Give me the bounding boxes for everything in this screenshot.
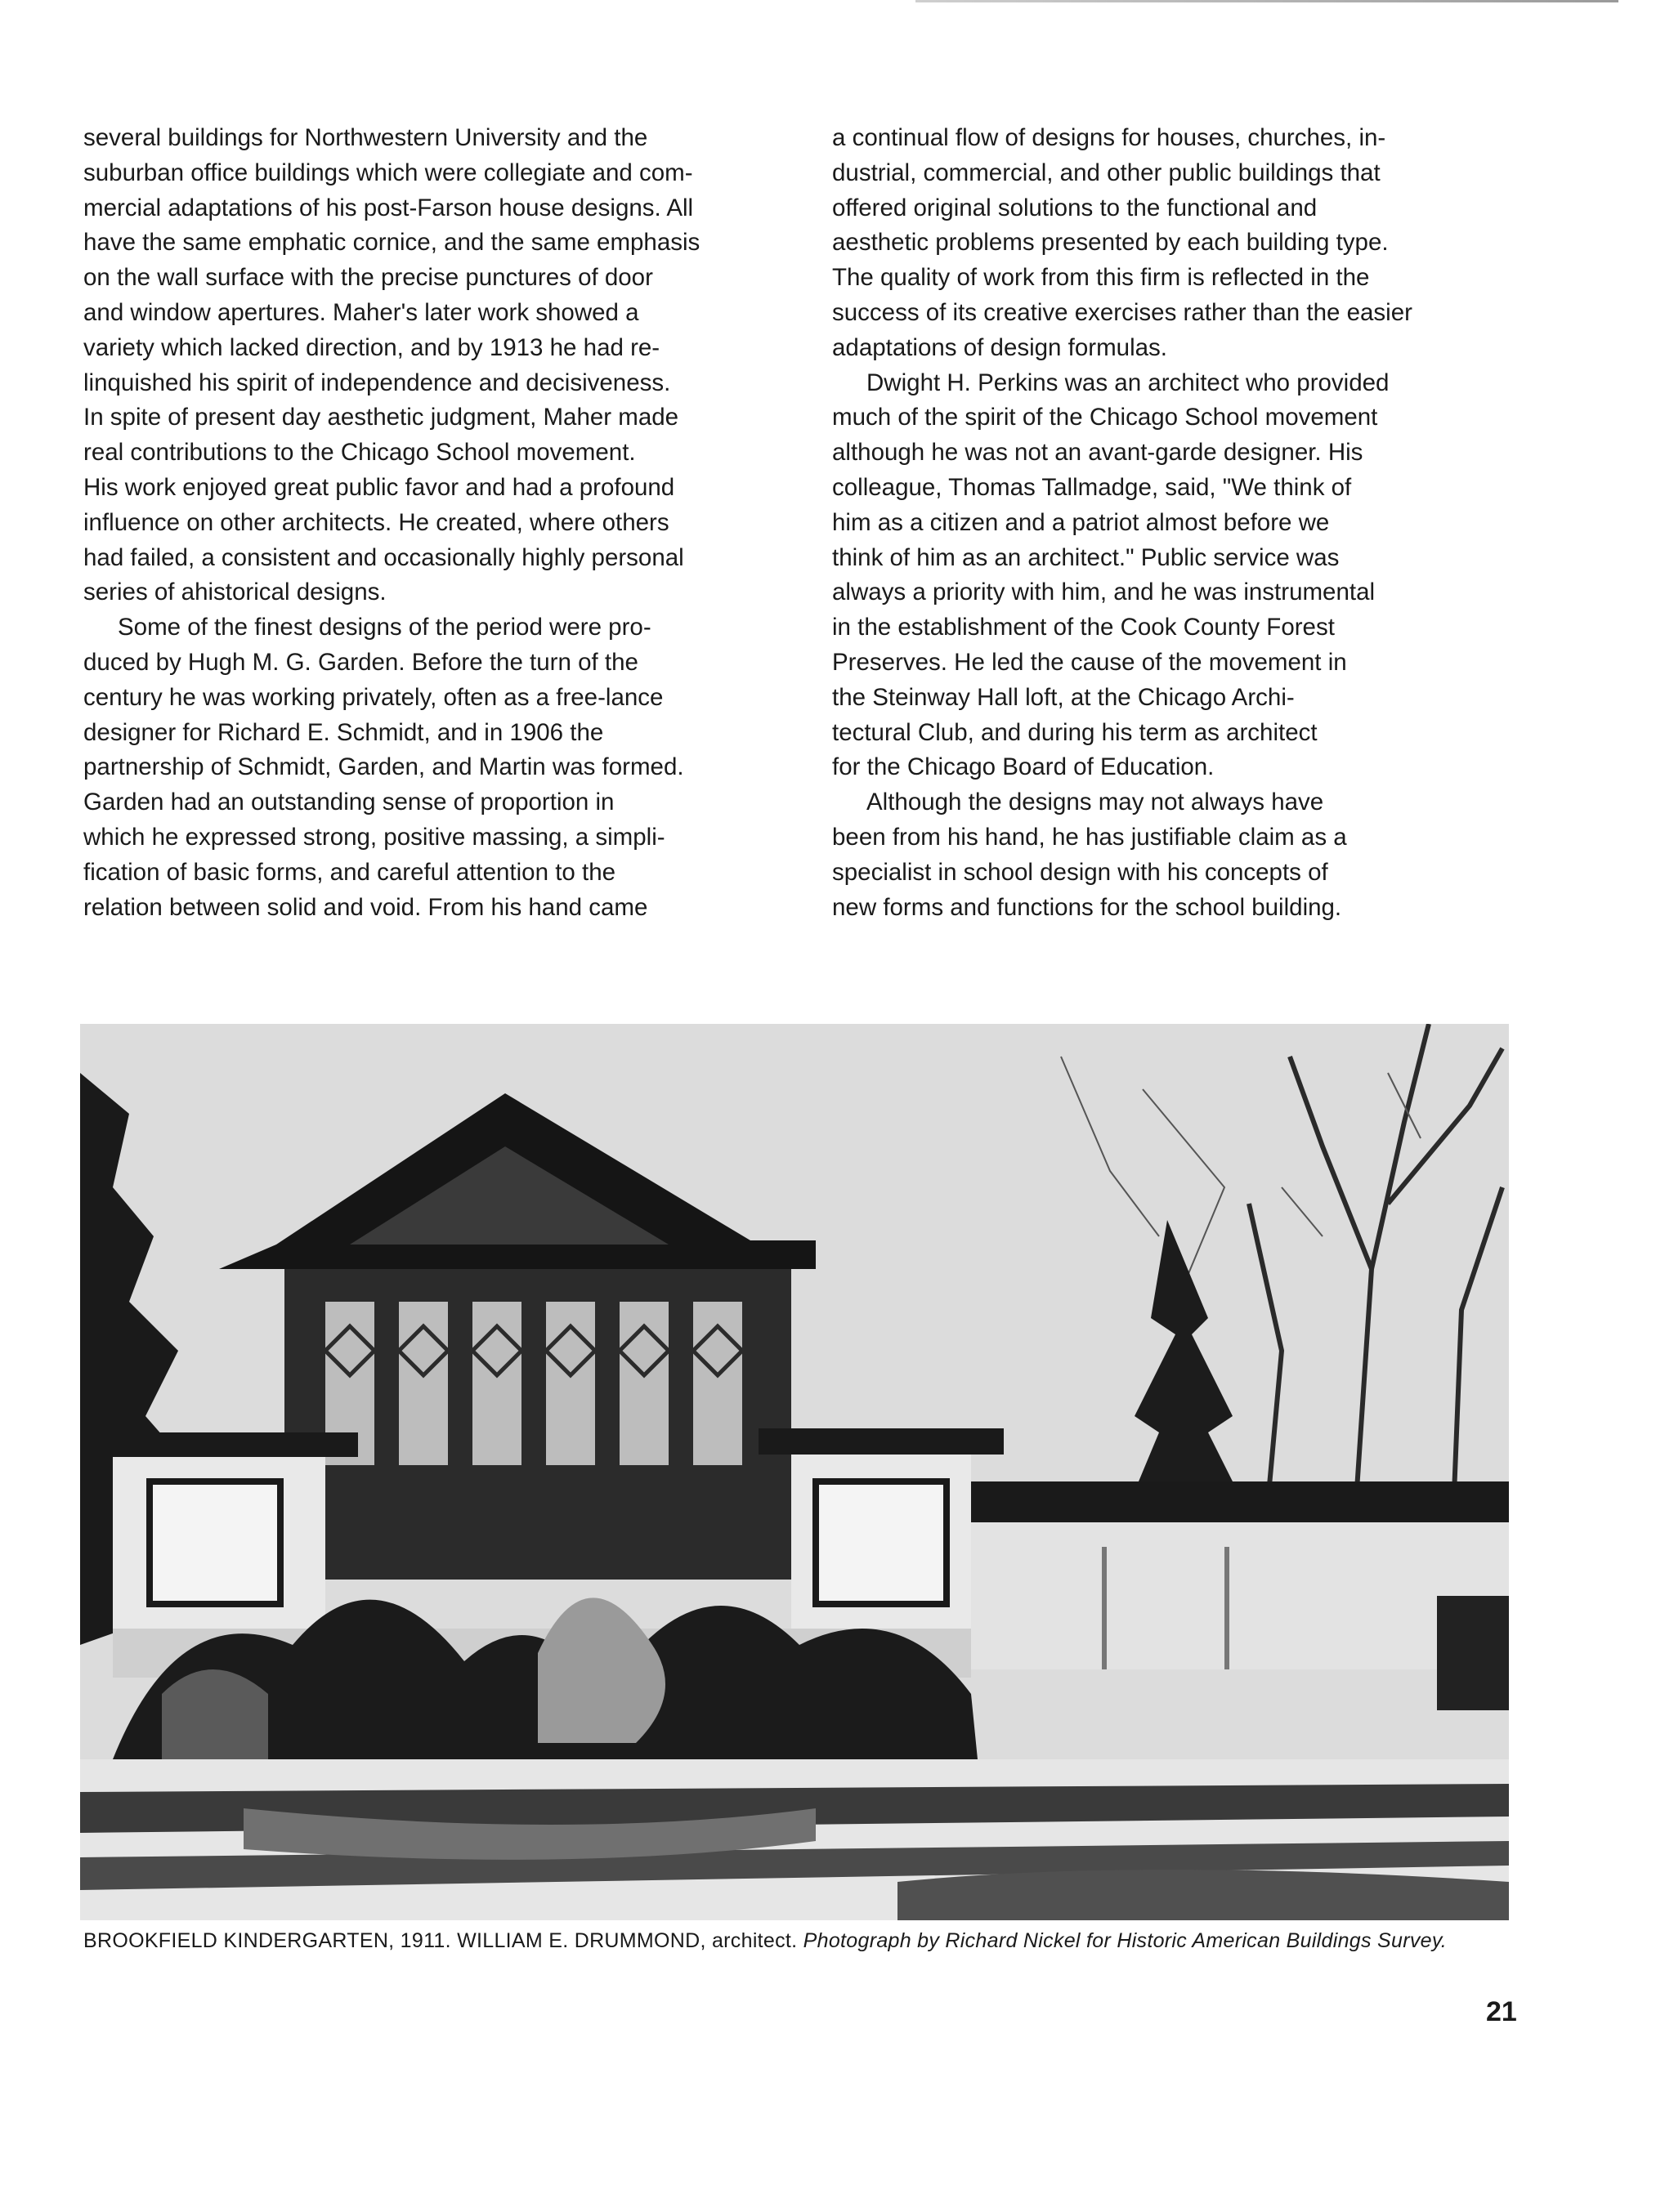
left-column-line: mercial adaptations of his post-Farson house designs. All [83,194,694,221]
right-column-line: dustrial, commercial, and other public buildings that [832,159,1381,186]
left-column-line: century he was working privately, often as a free-lance [83,683,664,711]
left-column-line: and window apertures. Maher's later work showed a [83,298,639,326]
right-column-line: him as a citizen and a patriot almost before we [832,508,1330,536]
right-column-line: adaptations of design formulas. [832,333,1167,361]
right-column-line: the Steinway Hall loft, at the Chicago Archi- [832,683,1295,711]
right-column-line: Dwight H. Perkins was an architect who provided [866,369,1390,396]
house-illustration [80,1024,1509,1920]
right-column-line: think of him as an architect." Public service was [832,543,1340,571]
left-column-line: Garden had an outstanding sense of proportion in [83,789,615,816]
left-column-line: In spite of present day aesthetic judgment, Maher made [83,404,679,431]
left-column-line: designer for Richard E. Schmidt, and in 1906 the [83,718,604,746]
left-column-line: linquished his spirit of independence and decisiveness. [83,369,671,396]
right-column-line: although he was not an avant-garde designer. His [832,439,1363,467]
right-column [832,121,1519,925]
right-column-line: Although the designs may not always have [866,789,1324,816]
left-column-line: several buildings for Northwestern University and the [83,124,648,151]
left-column-line: fication of basic forms, and careful attention to the [83,858,616,886]
left-column-line: Some of the finest designs of the period were pro- [118,614,651,641]
photo-caption [83,1926,1522,1955]
page-number: 21 [1486,1996,1517,2027]
left-column [83,121,762,925]
left-column-line: relation between solid and void. From his hand came [83,893,648,921]
right-column-line: offered original solutions to the functional and [832,194,1318,221]
left-column-line: variety which lacked direction, and by 1913 he had re- [83,333,660,361]
left-column-line: suburban office buildings which were collegiate and com- [83,159,693,186]
photograph-brookfield-kindergarten [80,1024,1509,1920]
right-column-line: new forms and functions for the school building. [832,893,1342,921]
left-column-line: had failed, a consistent and occasionally highly personal [83,543,684,571]
caption-credit: Photograph by Richard Nickel for Historic American Buildings Survey. [803,1929,1448,1952]
left-column-line: real contributions to the Chicago School movement. [83,439,636,467]
left-column-line: on the wall surface with the precise punctures of door [83,264,653,292]
right-column-line: always a priority with him, and he was instrumental [832,579,1376,606]
right-column-line: for the Chicago Board of Education. [832,753,1215,781]
right-column-line: much of the spirit of the Chicago School movement [832,404,1378,431]
left-column-line: have the same emphatic cornice, and the same emphasis [83,229,700,257]
top-rule [915,0,1618,2]
left-column-line: influence on other architects. He created, where others [83,508,669,536]
right-column-line: specialist in school design with his concepts of [832,858,1328,886]
left-column-line: partnership of Schmidt, Garden, and Martin was formed. [83,753,684,781]
right-column-line: colleague, Thomas Tallmadge, said, "We think of [832,473,1352,501]
left-column-line: which he expressed strong, positive massing, a simpli- [83,823,665,851]
right-column-line: in the establishment of the Cook County Forest [832,614,1335,641]
left-column-line: series of ahistorical designs. [83,579,387,606]
right-column-line: been from his hand, he has justifiable claim as a [832,823,1347,851]
right-column-line: The quality of work from this firm is reflected in the [832,264,1370,292]
right-column-line: Preserves. He led the cause of the movement in [832,648,1347,676]
left-column-line: His work enjoyed great public favor and had a profound [83,473,675,501]
right-column-line: tectural Club, and during his term as architect [832,718,1318,746]
right-column-line: aesthetic problems presented by each building type. [832,229,1389,257]
right-column-line: a continual flow of designs for houses, churches, in- [832,124,1386,151]
caption-main: BROOKFIELD KINDERGARTEN, 1911. WILLIAM E. DRUMMOND, architect. [83,1929,803,1952]
left-column-line: duced by Hugh M. G. Garden. Before the turn of the [83,648,638,676]
right-column-line: success of its creative exercises rather than the easier [832,298,1412,326]
